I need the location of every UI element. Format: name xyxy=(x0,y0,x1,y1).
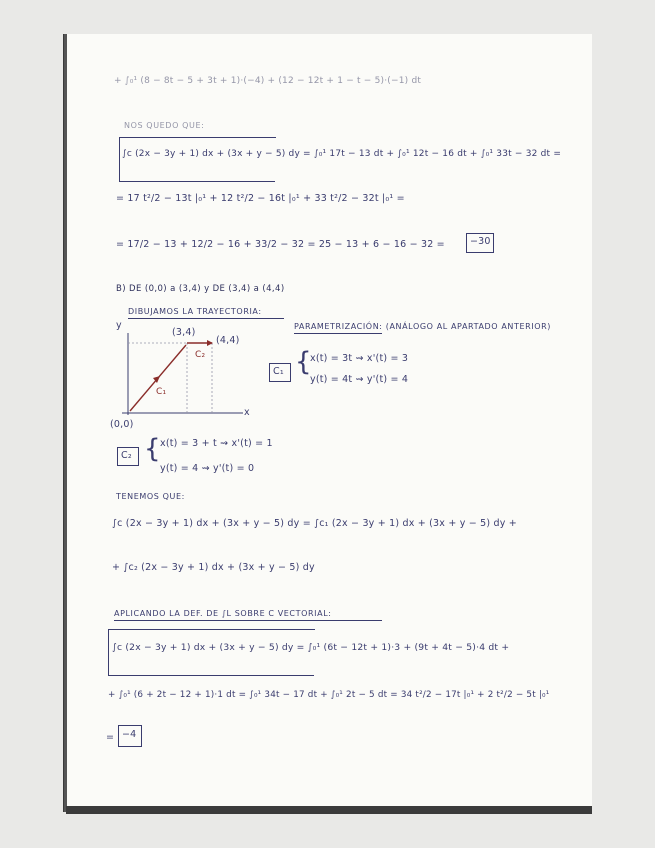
label-aplicando: APLICANDO LA DEF. DE ∫L SOBRE C VECTORIAL: xyxy=(114,609,332,618)
c2-x-param: x(t) = 3 + t ⇝ x'(t) = 1 xyxy=(160,438,273,449)
label-dibujamos: DIBUJAMOS LA TRAYECTORIA: xyxy=(128,307,262,316)
c2-box-label: C₂ xyxy=(121,450,132,461)
aplicando-underline xyxy=(114,620,382,621)
c2-y-param: y(t) = 4 ⇝ y'(t) = 0 xyxy=(160,463,255,474)
path-c2-arrow xyxy=(207,340,213,346)
numeric-line: = 17/2 − 13 + 12/2 − 16 + 33/2 − 32 = 25 − 13 + 6 − 16 − 32 = xyxy=(116,239,445,250)
graph-x-label: x xyxy=(244,407,250,418)
c2-brace: { xyxy=(144,434,161,464)
definition-line-1: ∫c (2x − 3y + 1) dx + (3x + y − 5) dy = ∫₀¹ (6t − 12t + 1)·3 + (9t + 4t − 5)·4 dt + xyxy=(112,642,510,653)
graph-origin-label: (0,0) xyxy=(110,419,134,430)
result-minus-30: −30 xyxy=(470,236,491,247)
split-line-2: + ∫c₂ (2x − 3y + 1) dx + (3x + y − 5) dy xyxy=(112,562,315,573)
c1-box-label: C₁ xyxy=(273,366,284,377)
c1-brace: { xyxy=(295,347,312,377)
c1-x-param: x(t) = 3t ⇝ x'(t) = 3 xyxy=(310,353,409,364)
integral-line-1: + ∫₀¹ (8 − 8t − 5 + 3t + 1)·(−4) + (12 − 12t + 1 − t − 5)·(−1) dt xyxy=(114,76,422,86)
graph-point-3-4: (3,4) xyxy=(172,327,196,338)
c1-box xyxy=(269,363,291,382)
final-equals: = xyxy=(106,732,115,743)
c2-box xyxy=(117,447,139,466)
param-underline xyxy=(294,333,382,334)
graph-c2-label: C₂ xyxy=(195,350,206,360)
param-title: PARAMETRIZACIÓN: (ANÁLOGO AL APARTADO ANTERIOR) xyxy=(294,322,552,331)
graph-point-4-4: (4,4) xyxy=(216,335,240,346)
label-nos-quedo-que: NOS QUEDO QUE: xyxy=(124,121,205,130)
result-box-minus-4 xyxy=(118,725,142,747)
section-b-heading: B) DE (0,0) a (3,4) y DE (3,4) a (4,4) xyxy=(116,284,285,294)
label-tenemos-que: TENEMOS QUE: xyxy=(116,492,185,501)
graph-c1-label: C₁ xyxy=(156,387,167,397)
definition-line-2: + ∫₀¹ (6 + 2t − 12 + 1)·1 dt = ∫₀¹ 34t − 17 dt + ∫₀¹ 2t − 5 dt = 34 t²/2 − 17t |₀¹ + 2 t²/2 − 5t |₀¹ xyxy=(108,690,550,700)
graph-y-label: y xyxy=(116,320,122,331)
result-minus-4: −4 xyxy=(122,729,137,740)
c1-y-param: y(t) = 4t ⇝ y'(t) = 4 xyxy=(310,374,409,385)
split-line-1: ∫c (2x − 3y + 1) dx + (3x + y − 5) dy = ∫c₁ (2x − 3y + 1) dx + (3x + y − 5) dy + xyxy=(112,518,517,529)
box-underline-2 xyxy=(108,675,314,676)
antiderivative-line: = 17 t²/2 − 13t |₀¹ + 12 t²/2 − 16t |₀¹ + 33 t²/2 − 32t |₀¹ = xyxy=(116,193,405,204)
integral-line-2: ∫c (2x − 3y + 1) dx + (3x + y − 5) dy = ∫₀¹ 17t − 13 dt + ∫₀¹ 12t − 16 dt + ∫₀¹ 33t − 32 dt = xyxy=(122,149,562,159)
